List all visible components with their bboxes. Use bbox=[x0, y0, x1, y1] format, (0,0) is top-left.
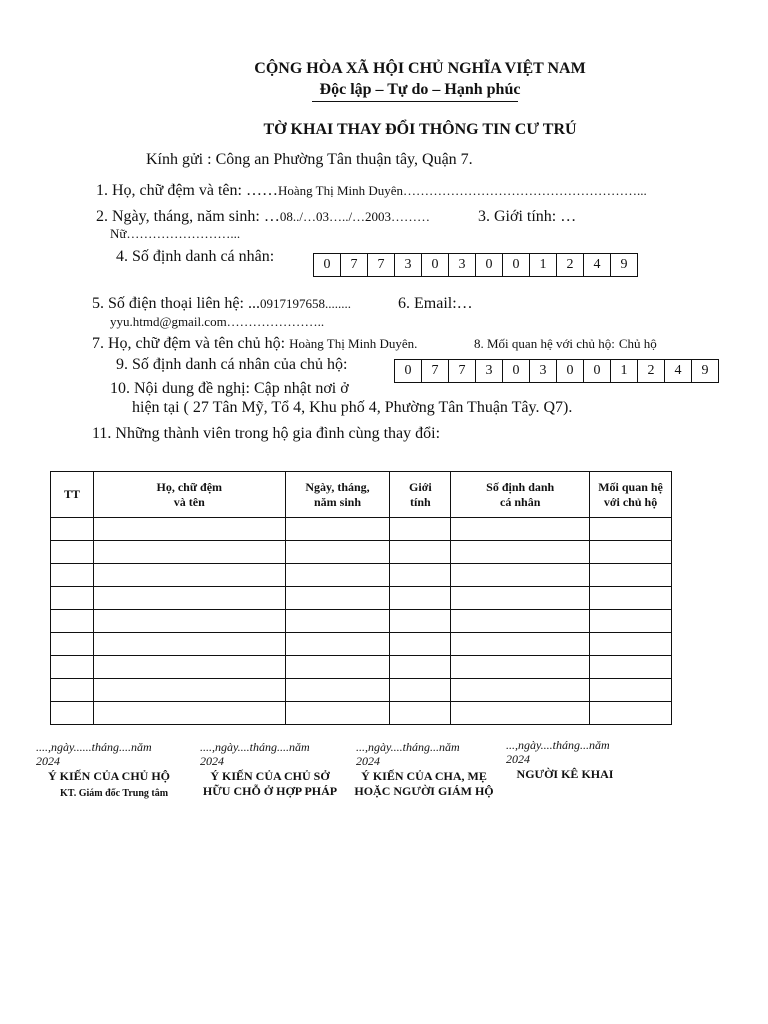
member-cell bbox=[390, 702, 451, 725]
id-digit: 7 bbox=[341, 254, 368, 276]
id-digits-box bbox=[313, 253, 638, 277]
member-cell bbox=[590, 679, 672, 702]
member-row bbox=[51, 564, 672, 587]
head-name-field bbox=[92, 335, 417, 353]
phone-label: 5. Số điện thoại liên hệ: ... bbox=[92, 295, 260, 312]
member-cell bbox=[285, 518, 390, 541]
sig4-date-line2: 2024 bbox=[506, 752, 530, 766]
request-label: 10. Nội dung đề nghị: bbox=[110, 380, 250, 397]
id-digit: 0 bbox=[503, 254, 530, 276]
member-cell bbox=[285, 587, 390, 610]
members-header-row bbox=[51, 472, 672, 518]
recipient: Kính gửi : Công an Phường Tân thuận tây, Quận 7. bbox=[146, 151, 473, 168]
member-cell bbox=[390, 633, 451, 656]
member-row bbox=[51, 633, 672, 656]
id-label: 4. Số định danh cá nhân: bbox=[116, 248, 275, 265]
member-cell bbox=[451, 702, 590, 725]
col-header bbox=[451, 472, 590, 518]
sig4-title: NGƯỜI KÊ KHAI bbox=[516, 767, 614, 781]
member-cell bbox=[451, 610, 590, 633]
name-value: Hoàng Thị Minh Duyên………………………………………………... bbox=[277, 183, 647, 198]
member-cell bbox=[51, 541, 94, 564]
head-name-value: Hoàng Thị Minh Duyên. bbox=[289, 336, 418, 351]
id-digit: 3 bbox=[395, 254, 422, 276]
member-cell bbox=[93, 587, 285, 610]
id-digit: 0 bbox=[476, 254, 503, 276]
member-cell bbox=[590, 610, 672, 633]
member-cell bbox=[93, 633, 285, 656]
member-cell bbox=[451, 679, 590, 702]
member-cell bbox=[451, 587, 590, 610]
id-digit: 0 bbox=[314, 254, 341, 276]
request-field bbox=[110, 380, 349, 398]
sig1-date-line2: 2024 bbox=[36, 754, 60, 768]
col-header: TT bbox=[51, 472, 94, 518]
relation-value: Chủ hộ bbox=[618, 336, 657, 351]
id-digit: 2 bbox=[557, 254, 584, 276]
head-id-digit: 1 bbox=[611, 360, 638, 382]
member-cell bbox=[285, 656, 390, 679]
member-row bbox=[51, 702, 672, 725]
members-body bbox=[51, 518, 672, 725]
phone-field bbox=[92, 295, 351, 313]
relation-field bbox=[474, 335, 657, 353]
member-cell bbox=[451, 541, 590, 564]
motto: Độc lập – Tự do – Hạnh phúc bbox=[319, 81, 521, 98]
id-digit: 7 bbox=[368, 254, 395, 276]
id-digit: 1 bbox=[530, 254, 557, 276]
sig2-title: Ý KIẾN CỦA CHỦ SỞ HỮU CHỖ Ở HỢP PHÁP bbox=[202, 769, 338, 798]
member-cell bbox=[590, 541, 672, 564]
gender-value: Nữ……………………... bbox=[110, 226, 241, 241]
member-cell bbox=[285, 564, 390, 587]
member-cell bbox=[285, 679, 390, 702]
head-id-digit: 3 bbox=[530, 360, 557, 382]
sig1-date-line1: ....,ngày......tháng....năm bbox=[36, 740, 152, 754]
member-row bbox=[51, 541, 672, 564]
col-header-text: Mối quan hệ với chủ hộ bbox=[598, 479, 663, 509]
member-cell bbox=[285, 610, 390, 633]
head-id-digit: 0 bbox=[395, 360, 422, 382]
sig4-date bbox=[506, 738, 610, 766]
member-cell bbox=[285, 702, 390, 725]
sig3-title: Ý KIẾN CỦA CHA, MẸ HOẶC NGƯỜI GIÁM HỘ bbox=[354, 769, 494, 798]
id-digit: 9 bbox=[620, 257, 628, 272]
col-header-text: Số định danh cá nhân bbox=[486, 479, 555, 509]
sig1-subtitle: KT. Giám đốc Trung tâm bbox=[60, 788, 169, 799]
head-name-label: 7. Họ, chữ đệm và tên chủ hộ: bbox=[92, 335, 286, 352]
sig1-date bbox=[36, 740, 152, 768]
member-row bbox=[51, 610, 672, 633]
member-cell bbox=[93, 702, 285, 725]
member-cell bbox=[51, 656, 94, 679]
member-row bbox=[51, 656, 672, 679]
head-id-digit: 2 bbox=[638, 360, 665, 382]
member-row bbox=[51, 587, 672, 610]
col-header-text: Ngày, tháng, năm sinh bbox=[305, 479, 370, 509]
member-cell bbox=[590, 518, 672, 541]
head-id-digit: 7 bbox=[422, 360, 449, 382]
sig4-date-line1: ...,ngày....tháng...năm bbox=[506, 738, 610, 752]
member-cell bbox=[51, 702, 94, 725]
sig2-date-line2: 2024 bbox=[200, 754, 224, 768]
member-cell bbox=[451, 633, 590, 656]
col-header-text: Giới tính bbox=[409, 479, 432, 509]
col-header bbox=[93, 472, 285, 518]
id-digit: 3 bbox=[449, 254, 476, 276]
member-cell bbox=[590, 656, 672, 679]
sig3-date bbox=[356, 740, 460, 768]
country-title: CỘNG HÒA XÃ HỘI CHỦ NGHĨA VIỆT NAM bbox=[254, 60, 586, 77]
member-cell bbox=[51, 564, 94, 587]
dob-label: 2. Ngày, tháng, năm sinh: … bbox=[96, 208, 280, 225]
head-id-digit: 0 bbox=[584, 360, 611, 382]
member-cell bbox=[51, 587, 94, 610]
request-value-1: Cập nhật nơi ở bbox=[254, 380, 349, 397]
head-id-digit: 3 bbox=[476, 360, 503, 382]
col-header-text: Họ, chữ đệm và tên bbox=[156, 479, 223, 509]
member-cell bbox=[590, 633, 672, 656]
head-id-digit: 0 bbox=[557, 360, 584, 382]
member-cell bbox=[451, 518, 590, 541]
member-cell bbox=[390, 518, 451, 541]
head-id-digit: 0 bbox=[503, 360, 530, 382]
head-id-digit: 4 bbox=[665, 360, 692, 382]
name-field bbox=[96, 182, 647, 200]
sig2-date-line1: ....,ngày....tháng....năm bbox=[200, 740, 310, 754]
member-cell bbox=[93, 656, 285, 679]
member-cell bbox=[390, 679, 451, 702]
member-cell bbox=[51, 610, 94, 633]
col-header bbox=[390, 472, 451, 518]
head-id-digit: 9 bbox=[701, 363, 709, 378]
sig3-date-line2: 2024 bbox=[356, 754, 380, 768]
member-cell bbox=[93, 518, 285, 541]
email-label: 6. Email:… bbox=[398, 295, 473, 312]
gender-label: 3. Giới tính: … bbox=[478, 208, 577, 225]
motto-underline bbox=[312, 101, 518, 102]
sig2-date bbox=[200, 740, 310, 768]
form-title: TỜ KHAI THAY ĐỔI THÔNG TIN CƯ TRÚ bbox=[263, 121, 577, 138]
relation-label: 8. Mối quan hệ với chủ hộ: bbox=[474, 336, 615, 351]
member-cell bbox=[93, 679, 285, 702]
member-cell bbox=[590, 564, 672, 587]
member-cell bbox=[390, 656, 451, 679]
member-cell bbox=[451, 656, 590, 679]
col-header bbox=[590, 472, 672, 518]
head-id-digit: 7 bbox=[449, 360, 476, 382]
member-cell bbox=[285, 541, 390, 564]
member-cell bbox=[51, 679, 94, 702]
dob-value: 08../…03…../…2003……… bbox=[279, 209, 431, 224]
member-cell bbox=[390, 610, 451, 633]
head-id-digits-box bbox=[394, 359, 719, 383]
member-cell bbox=[390, 587, 451, 610]
sig3-date-line1: ...,ngày....tháng...năm bbox=[356, 740, 460, 754]
dob-field bbox=[96, 208, 430, 226]
members-table bbox=[50, 471, 672, 725]
sig1-title: Ý KIẾN CỦA CHỦ HỘ bbox=[47, 769, 170, 783]
col-header bbox=[285, 472, 390, 518]
member-row bbox=[51, 518, 672, 541]
member-cell bbox=[285, 633, 390, 656]
id-digit: 0 bbox=[422, 254, 449, 276]
member-cell bbox=[390, 541, 451, 564]
member-cell bbox=[590, 702, 672, 725]
members-label: 11. Những thành viên trong hộ gia đình cùng thay đổi: bbox=[92, 425, 441, 442]
phone-value: 0917197658........ bbox=[259, 296, 351, 311]
member-cell bbox=[590, 587, 672, 610]
head-id-label: 9. Số định danh cá nhân của chủ hộ: bbox=[116, 356, 348, 373]
member-cell bbox=[93, 610, 285, 633]
member-cell bbox=[93, 541, 285, 564]
member-cell bbox=[93, 564, 285, 587]
email-value: yyu.htmd@gmail.com………………….. bbox=[110, 314, 325, 329]
member-row bbox=[51, 679, 672, 702]
member-cell bbox=[51, 518, 94, 541]
name-label: 1. Họ, chữ đệm và tên: …… bbox=[96, 182, 278, 199]
member-cell bbox=[390, 564, 451, 587]
request-value-2: hiện tại ( 27 Tân Mỹ, Tổ 4, Khu phố 4, Phường Tân Thuận Tây. Q7). bbox=[132, 399, 573, 416]
id-digit: 4 bbox=[584, 254, 611, 276]
member-cell bbox=[51, 633, 94, 656]
member-cell bbox=[451, 564, 590, 587]
